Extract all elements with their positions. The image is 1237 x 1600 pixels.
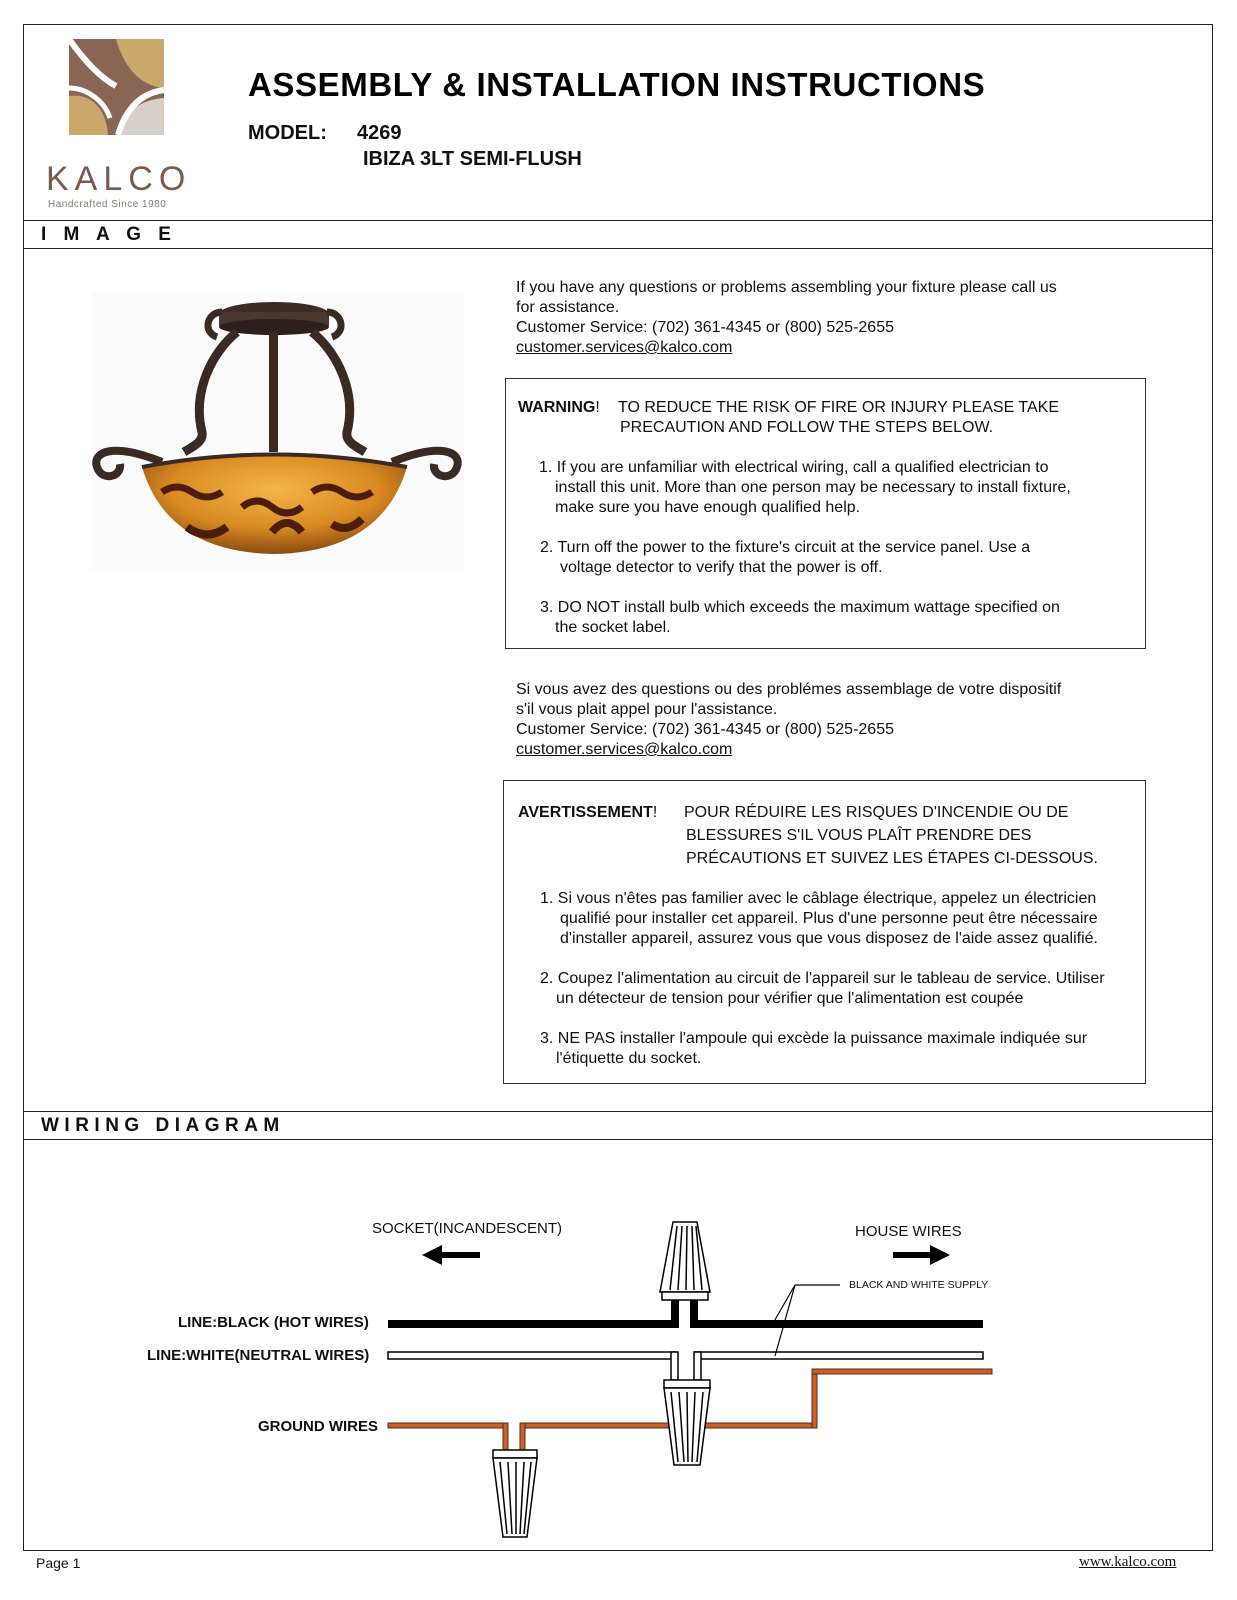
divider xyxy=(23,1139,1213,1140)
etape-1-line-2: qualifié pour installer cet appareil. Plus d'une personne peut être nécessaire xyxy=(560,910,1098,927)
warning-label: WARNING! xyxy=(518,399,600,416)
step-1-line-2: install this unit. More than one person may be necessary to install fixture, xyxy=(555,479,1071,496)
warning-line-1: TO REDUCE THE RISK OF FIRE OR INJURY PLEASE TAKE xyxy=(618,399,1059,416)
neutral-wire-label: LINE:WHITE(NEUTRAL WIRES) xyxy=(147,1347,370,1364)
customer-service: Customer Service: (702) 361-4345 or (800) 525-2655 xyxy=(516,319,894,336)
etape-2-line-1: 2. Coupez l'alimentation au circuit de l'appareil sur le tableau de service. Utiliser xyxy=(540,970,1105,987)
avertissement-line-2: BLESSURES S'IL VOUS PLAÎT PRENDRE DES xyxy=(686,827,1032,844)
website-link[interactable]: www.kalco.com xyxy=(1079,1554,1177,1570)
etape-1-line-1: 1. Si vous n'êtes pas familier avec le câblage électrique, appelez un électricien xyxy=(540,890,1097,907)
etape-3-line-1: 3. NE PAS installer l'ampoule qui excède la puissance maximale indiquée sur xyxy=(540,1030,1088,1047)
intro-text-1: If you have any questions or problems assembling your fixture please call us xyxy=(516,279,1057,296)
divider xyxy=(23,1111,1213,1112)
model-name: IBIZA 3LT SEMI-FLUSH xyxy=(363,148,582,170)
step-3-line-2: the socket label. xyxy=(555,619,671,636)
model-label: MODEL: xyxy=(248,122,327,144)
house-wires-label: HOUSE WIRES xyxy=(855,1223,962,1240)
page-title: ASSEMBLY & INSTALLATION INSTRUCTIONS xyxy=(248,66,986,103)
email-link[interactable]: customer.services@kalco.com xyxy=(516,339,733,356)
warning-line-2: PRECAUTION AND FOLLOW THE STEPS BELOW. xyxy=(620,419,994,436)
etape-3-line-2: l'étiquette du socket. xyxy=(556,1050,702,1067)
fixture-image xyxy=(92,292,464,570)
brand-name: KALCO xyxy=(46,160,192,198)
divider xyxy=(23,220,1213,221)
step-3-line-1: 3. DO NOT install bulb which exceeds the maximum wattage specified on xyxy=(540,599,1060,616)
divider xyxy=(23,248,1213,249)
model-number: 4269 xyxy=(357,122,402,144)
hot-wire-label: LINE:BLACK (HOT WIRES) xyxy=(178,1314,369,1331)
section-title-wiring: WIRING DIAGRAM xyxy=(41,1115,285,1136)
section-title-image: I M A G E xyxy=(41,224,177,245)
ground-wire-label: GROUND WIRES xyxy=(258,1418,378,1435)
avertissement-line-1: POUR RÉDUIRE LES RISQUES D'INCENDIE OU DE xyxy=(684,804,1069,821)
step-1-line-1: 1. If you are unfamiliar with electrical wiring, call a qualified electrician to xyxy=(539,459,1049,476)
supply-label: BLACK AND WHITE SUPPLY xyxy=(849,1279,989,1291)
etape-1-line-3: d'installer appareil, assurez vous que vous disposez de l'aide assez qualifié. xyxy=(560,930,1098,947)
brand-tagline: Handcrafted Since 1980 xyxy=(48,199,167,210)
avertissement-label: AVERTISSEMENT! xyxy=(518,804,658,821)
step-2-line-1: 2. Turn off the power to the fixture's circuit at the service panel. Use a xyxy=(540,539,1031,556)
customer-service-fr: Customer Service: (702) 361-4345 or (800) 525-2655 xyxy=(516,721,894,738)
step-1-line-3: make sure you have enough qualified help. xyxy=(555,499,861,516)
intro-text-2: for assistance. xyxy=(516,299,620,316)
page-number: Page 1 xyxy=(36,1555,81,1571)
intro-text-fr-2: s'il vous plait appel pour l'assistance. xyxy=(516,701,778,718)
socket-label: SOCKET(INCANDESCENT) xyxy=(372,1220,563,1237)
avertissement-box xyxy=(503,780,1146,1084)
step-2-line-2: voltage detector to verify that the power is off. xyxy=(560,559,883,576)
email-link-fr[interactable]: customer.services@kalco.com xyxy=(516,741,733,758)
intro-text-fr-1: Si vous avez des questions ou des problémes assemblage de votre dispositif xyxy=(516,681,1062,698)
etape-2-line-2: un détecteur de tension pour vérifier que l'alimentation est coupée xyxy=(556,990,1024,1007)
avertissement-line-3: PRÉCAUTIONS ET SUIVEZ LES ÉTAPES CI-DESSOUS. xyxy=(686,850,1098,867)
warning-box xyxy=(505,378,1146,649)
